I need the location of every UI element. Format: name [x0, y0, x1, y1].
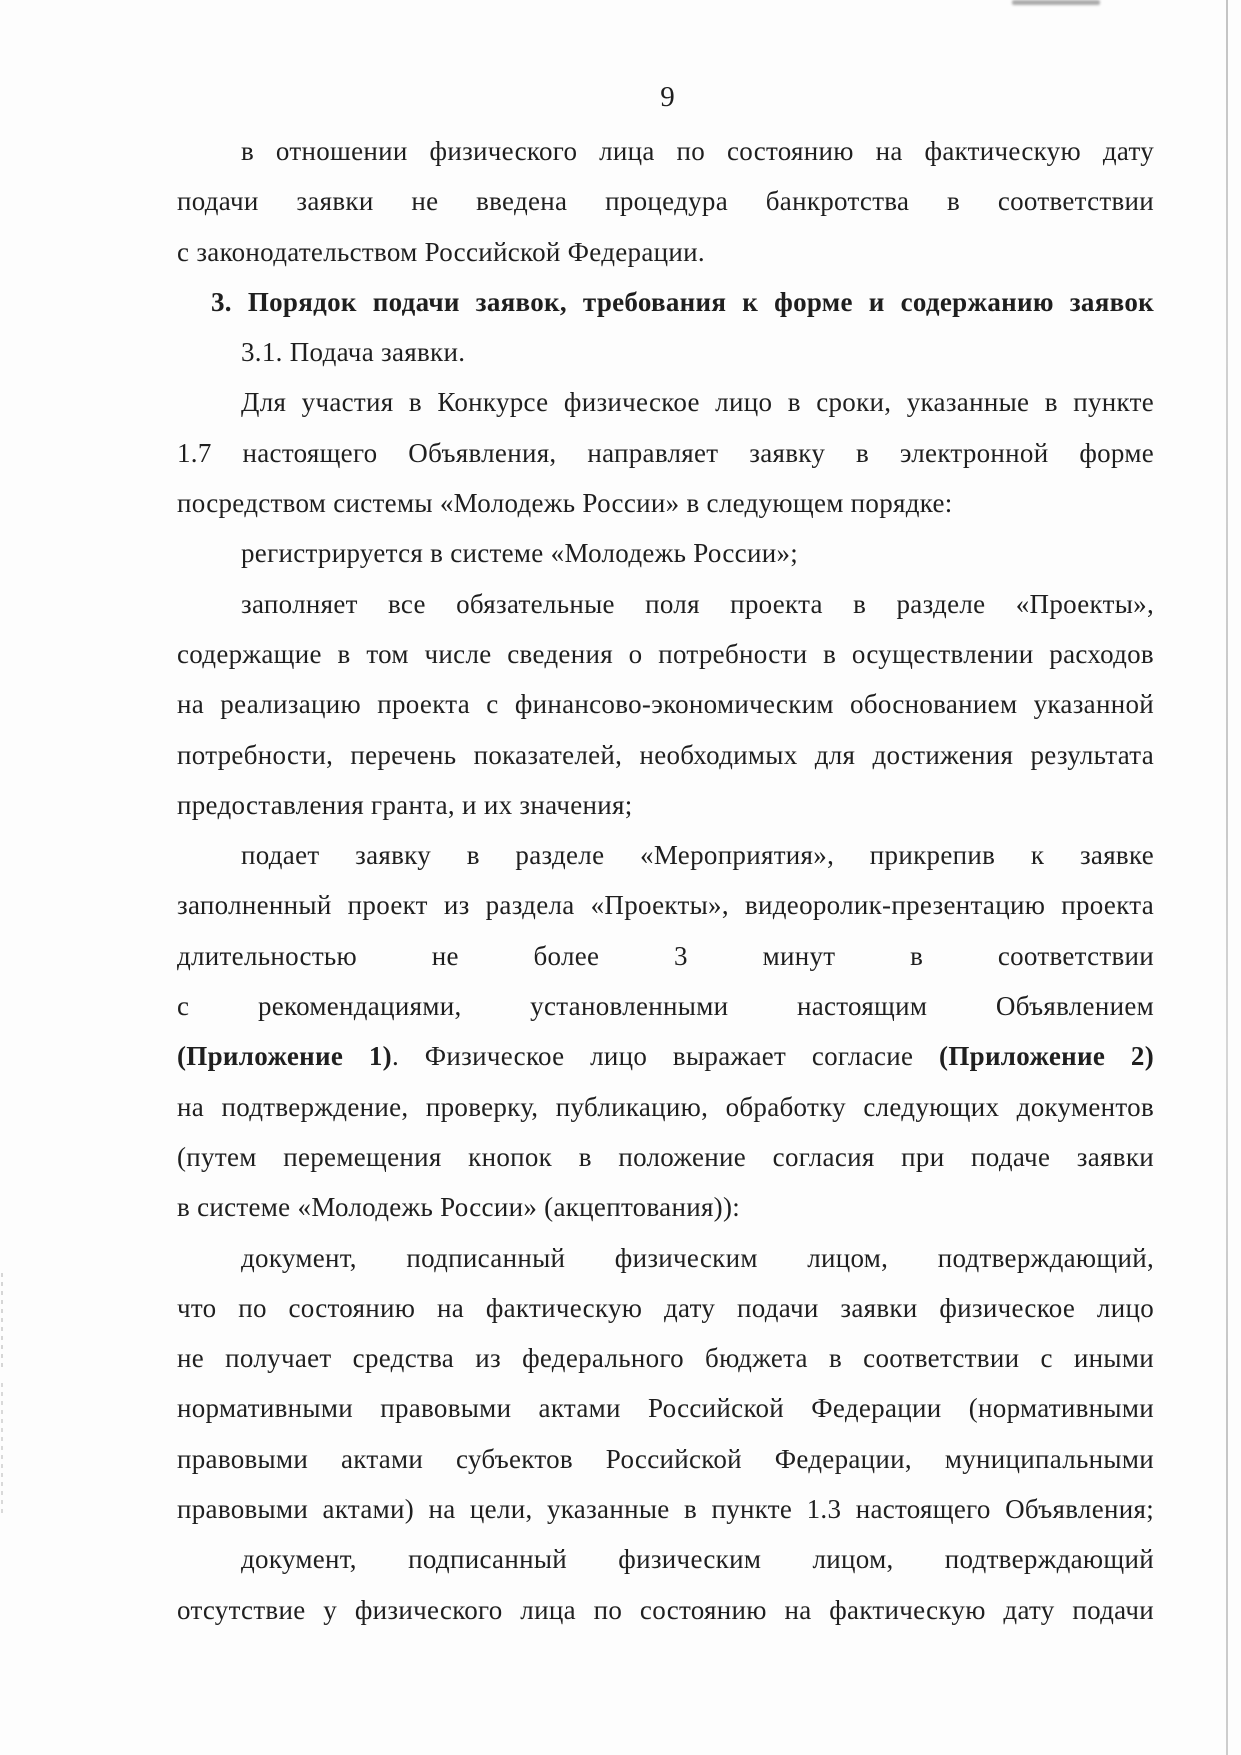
text-segment: 1.7 настоящего Объявления, направляет заявку в электронной форме: [177, 437, 1154, 468]
text-segment: нормативными правовыми актами Российской Федерации (нормативными: [177, 1393, 1154, 1424]
text-line: [177, 780, 1154, 830]
text-segment: посредством системы «Молодежь России» в следующем порядке:: [177, 488, 953, 519]
text-line: [177, 327, 1154, 377]
scan-artifact-right-line: [1226, 0, 1228, 1755]
text-line: [177, 1031, 1154, 1081]
bold-text-segment: (Приложение 1): [177, 1041, 392, 1072]
text-line: [177, 1333, 1154, 1383]
bold-text-segment: 3. Порядок подачи заявок, требования к форме и содержанию заявок: [211, 286, 1154, 317]
text-line: [177, 931, 1154, 981]
text-segment: в отношении физического лица по состоянию на фактическую дату: [241, 136, 1154, 166]
text-segment: с законодательством Российской Федерации.: [177, 236, 705, 267]
text-line: [177, 1585, 1154, 1635]
text-segment: правовыми актами) на цели, указанные в пункте 1.3 настоящего Объявления;: [177, 1494, 1154, 1525]
text-line: [177, 478, 1154, 528]
text-segment: подачи заявки не введена процедура банкротства в соответствии: [177, 186, 1154, 217]
scan-artifact-top-smudge: [1012, 0, 1100, 5]
text-segment: (путем перемещения кнопок в положение согласия при подаче заявки: [177, 1141, 1154, 1172]
text-segment: заполненный проект из раздела «Проекты», видеоролик-презентацию проекта: [177, 890, 1154, 921]
text-line: [177, 1434, 1154, 1484]
text-segment: правовыми актами субъектов Российской Федерации, муниципальными: [177, 1443, 1154, 1474]
text-segment: на реализацию проекта с финансово-экономическим обоснованием указанной: [177, 689, 1154, 720]
text-segment: отсутствие у физического лица по состоянию на фактическую дату подачи: [177, 1594, 1154, 1625]
text-line: [177, 679, 1154, 729]
text-line: [177, 176, 1154, 226]
text-segment: . Физическое лицо выражает согласие: [391, 1041, 940, 1072]
text-line: [177, 730, 1154, 780]
text-line: [177, 579, 1154, 629]
text-line: [177, 1283, 1154, 1333]
scan-artifact-left-marks: [1, 1273, 3, 1370]
bold-text-segment: (Приложение 2): [939, 1041, 1154, 1072]
text-segment: документ, подписанный физическим лицом, подтверждающий: [241, 1544, 1154, 1575]
text-segment: на подтверждение, проверку, публикацию, обработку следующих документов: [177, 1091, 1154, 1122]
text-line: [177, 428, 1154, 478]
text-line: [177, 1484, 1154, 1534]
text-segment: с рекомендациями, установленными настоящим Объявлением: [177, 991, 1154, 1022]
text-line: [177, 981, 1154, 1031]
text-line: [177, 1534, 1154, 1584]
text-line: [177, 277, 1154, 327]
text-line: [177, 528, 1154, 578]
text-segment: 3.1. Подача заявки.: [241, 337, 466, 368]
text-line: [177, 629, 1154, 679]
document-text: [177, 126, 1154, 1635]
text-segment: предоставления гранта, и их значения;: [177, 789, 633, 820]
page-number: 9: [660, 81, 675, 113]
text-segment: регистрируется в системе «Молодежь России»;: [241, 538, 799, 569]
text-line: [177, 1383, 1154, 1433]
text-segment: не получает средства из федерального бюджета в соответствии с иными: [177, 1343, 1154, 1374]
scan-artifact-left-marks: [1, 1383, 3, 1517]
text-line: [177, 126, 1154, 176]
text-segment: в системе «Молодежь России» (акцептования)):: [177, 1192, 741, 1223]
text-segment: потребности, перечень показателей, необходимых для достижения результата: [177, 739, 1154, 770]
text-line: [177, 227, 1154, 277]
text-segment: длительностью не более 3 минут в соответствии: [177, 940, 1154, 971]
text-segment: содержащие в том числе сведения о потребности в осуществлении расходов: [177, 638, 1154, 669]
text-segment: Для участия в Конкурсе физическое лицо в сроки, указанные в пункте: [241, 387, 1154, 418]
text-segment: подает заявку в разделе «Мероприятия», прикрепив к заявке: [241, 840, 1154, 871]
text-line: [177, 1132, 1154, 1182]
text-segment: заполняет все обязательные поля проекта в разделе «Проекты»,: [241, 588, 1154, 619]
text-segment: документ, подписанный физическим лицом, подтверждающий,: [241, 1242, 1154, 1273]
text-line: [177, 1182, 1154, 1232]
text-line: [177, 377, 1154, 427]
text-segment: что по состоянию на фактическую дату подачи заявки физическое лицо: [177, 1292, 1154, 1323]
text-line: [177, 880, 1154, 930]
text-line: [177, 830, 1154, 880]
text-line: [177, 1082, 1154, 1132]
text-line: [177, 1233, 1154, 1283]
